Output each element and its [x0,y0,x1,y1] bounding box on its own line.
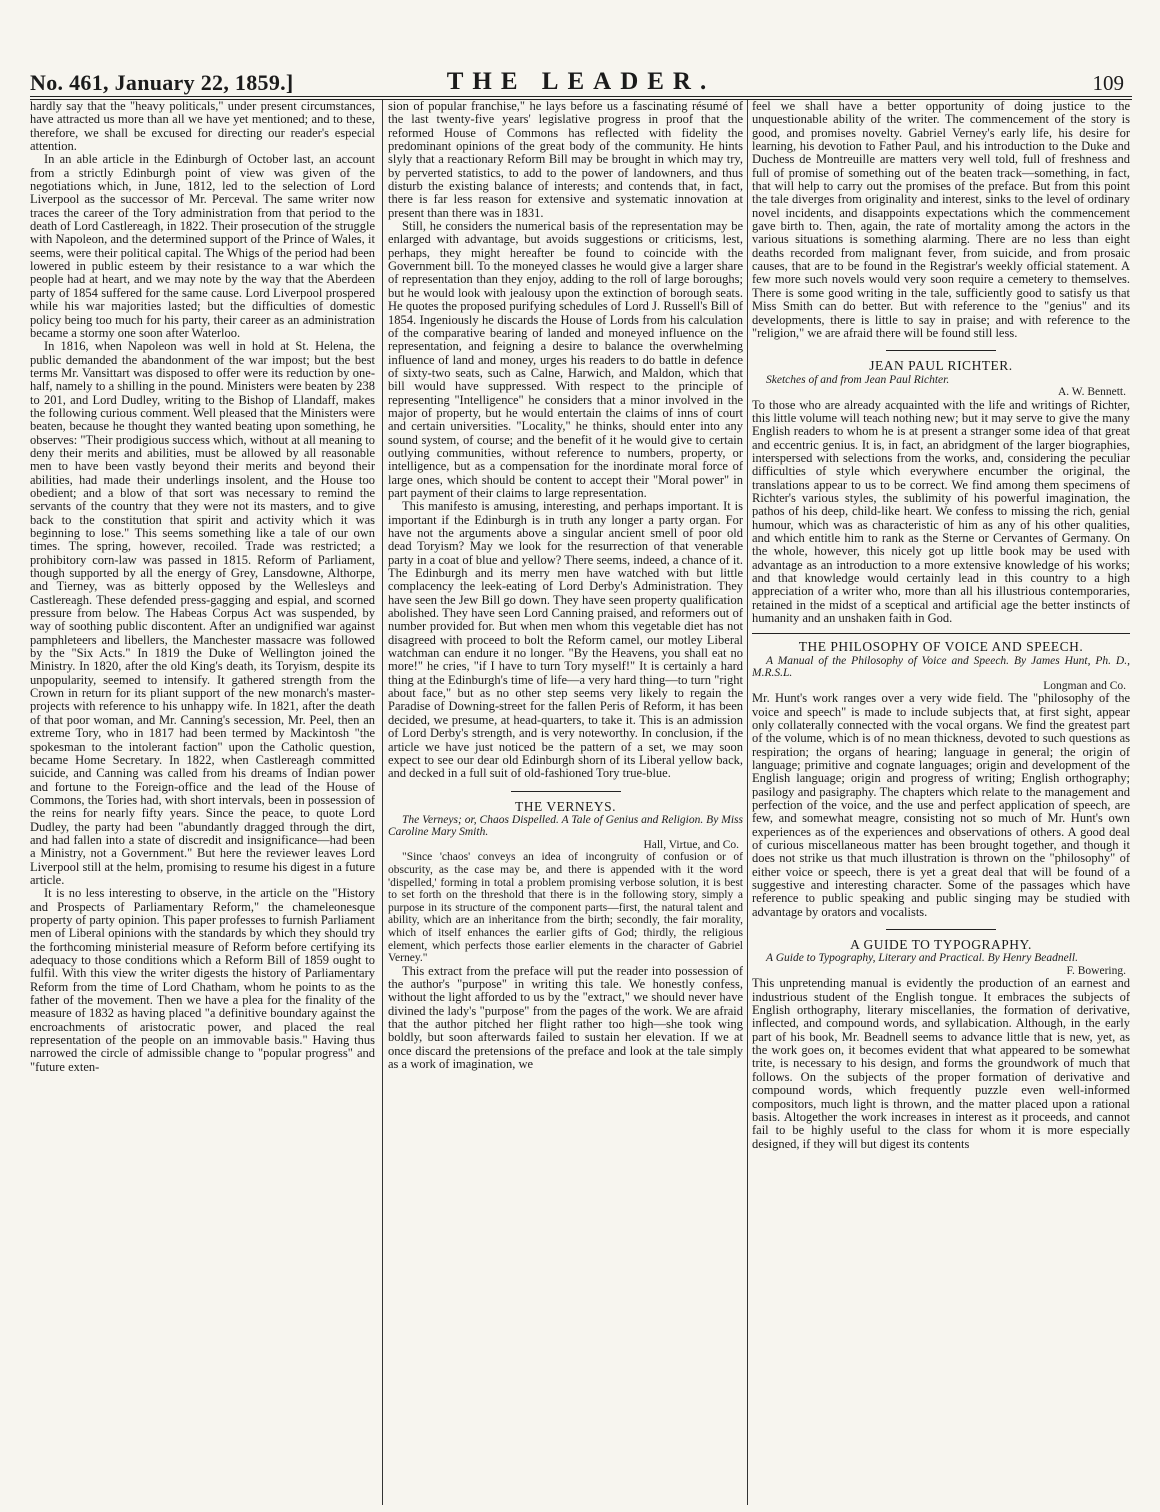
paragraph: Still, he considers the numerical basis of the representation may be enlarged with advantage, but avoids suggestions or criticisms, lest, perhaps, they might hereafter be found to coincide with the Government bill. To the moneyed classes he would give a larger share of representation than they enjoy, adding to the roll of large boroughs; but he would look with jealousy upon the extinction of borough seats. He quotes the proposed purifying schedules of Lord J. Russell's Bill of 1854. Ingeniously he discards the House of Lords from his calculation of the comparative bearing of landed and moneyed influence on the representation, and feigning a desire to balance the overwhelming influence of land and money, urges his readers to do battle in defence of sixty-two seats, such as Calne, Harwich, and Maldon, which that bill would have suppressed. With respect to the principle of representing "Intelligence" he considers that a minor involved in the major of property, but he would entertain the claims of inns of court and certain universities. "Locality," he thinks, should enter into any sound system, of course; and the benefit of it he would give to certain outlying communities, without reference to numbers, property, or intelligence, but as a compensation for the inordinate moral force of large ones, which should be content to accept their "Moral power" in part payment of their claims to large representation. [388,219,743,500]
section-title-verneys: THE VERNEYS. [514,798,616,814]
column-1 [30,100,375,1505]
page-header [30,68,1132,98]
paragraph: It is no less interesting to observe, in the article on the "History and Prospects of Parliamentary Reform," the chameleonesque property of party opinion. This paper professes to furnish Parliament men of Liberal opinions with the standards by which they should try the forthcoming ministerial measure of Reform before certifying its adequacy to those conditions which a Reform Bill of 1859 ought to fulfil. With this view the writer digests the history of Parliamentary Reform from the time of Lord Chatham, whom he points to as the father of the movement. Then we have a plea for the finality of the measure of 1832 as having placed "a definitive boundary against the encroachments of aristocratic power, and placed the real representation of the people on an immovable basis." Having thus narrowed the circle of admissible change to "popular progress" and "future exten- [30,886,375,1074]
section-divider [511,791,621,792]
paragraph: In 1816, when Napoleon was well in hold at St. Helena, the public demanded the abandonment of the war impost; but the best terms Mr. Vansittart was disposed to offer were its reduction by one-half, namely to a shilling in the pound. Ministers were beaten by 238 to 201, and Lord Dudley, writing to the Bishop of Llandaff, makes the following curious comment. Well pleased that the Ministers were beaten, because he thought they wanted beating upon something, he observes: "Their prodigious success which, without at all meaning to deny their merits and abilities, must be allowed by all reasonable men to have been vastly beyond their merits and beyond their abilities, had made their underlings insolent, and the House too obedient; and a blow of that sort was necessary to remind the servants of the country that they were not its masters, and to give back to the constitution that spirit and activity which it was beginning to lose." This seems something like a tale of our own times. The spring, however, recoiled. Trade was restricted; a prohibitory corn-law was passed in 1815. Reform of Parliament, though supported by all the energy of Grey, Lansdowne, Althorpe, and Tierney, was as bitterly opposed by the Wellesleys and Castlereagh. These defended press-gagging and espial, and scorned pressure from below. The Habeas Corpus Act was suspended, by way of soothing public discontent. After an undignified war against pamphleteers and libellers, the Manchester massacre was followed by the "Six Acts." In 1819 the Duke of Wellington joined the Ministry. In 1820, after the old King's death, its Toryism, despite its unpopularity, seemed to intensify. It gathered strength from the Crown in return for its pliant support of the new monarch's master-projects with reference to his unhappy wife. In 1821, after the death of that poor woman, and Mr. Canning's secession, Mr. Peel, then an extreme Tory, who in 1817 had been termed by Mackintosh "the spokesman to the intolerant faction" upon the Catholic question, became Home Secretary. In 1822, when Castlereagh committed suicide, and Canning was called from his dreams of Indian power and fortune to the Foreign-office and the lead of the House of Commons, the Tories had, with short intervals, been in possession of the reins for nearly fifty years. Since the peace, to quote Lord Dudley, the party had been "abundantly dragged through the dirt, and had fallen into a state of discredit and insignificance—had been a Ministry, not a Government." But here the reviewer leaves Lord Liverpool still at the helm, promising to resume his digest in a future article. [30,339,375,887]
publisher: A. W. Bennett. [1057,386,1126,399]
section-title-richter: JEAN PAUL RICHTER. [869,358,1013,374]
column-2 [388,100,743,1505]
column-3 [752,100,1130,1505]
book-citation: A Guide to Typography, Literary and Practical. By Henry Beadnell. [766,952,1078,965]
section-divider [886,929,996,930]
paragraph: This extract from the preface will put the reader into possession of the author's "purpose" in writing this tale. We honestly confess, without the light afforded to us by the "extract," we should never have divined the lady's "purpose" from the pages of the work. We are afraid that the author pitched her flight rather too high—she took wing boldly, but soon afterwards failed to sustain her elevation. If we at once discard the pretensions of the preface and look at the tale simply as a work of imagination, we [388,963,743,1072]
issue-date: No. 461, January 22, 1859.] [30,70,294,95]
paragraph: feel we shall have a better opportunity of doing justice to the unquestionable ability of the writer. The commencement of the story is good, and promises novelty. Gabriel Verney's early life, his desire for learning, his devotion to Father Paul, and his introduction to the Duke and Duchess de Montreuille are matters very well told, full of freshness and full of promise of something out of the beaten track—something, in fact, that will help to carry out the promises of the preface. But from this point the tale diverges from originality and interest, sinks to the level of ordinary novel incidents, and disappoints expectations which the commencement gave birth to. Then, again, the rate of mortality among the actors in the various situations is something alarming. There are no less than eight deaths recorded from malignant fever, from suicide, and from prosaic causes, that are to be found in the Registrar's weekly official statement. A few more such novels would very soon require a cemetery to themselves. There is some good writing in the tale, sufficiently good to satisfy us that Miss Smith can do better. But with reference to the "genius" and its developments, there is little to say in praise; and with reference to the "religion," we are afraid there will be found still less. [752,100,1130,340]
block-quote: "Since 'chaos' conveys an idea of incongruity of confusion or of obscurity, as the case may be, and there is appended with it the word 'dispelled,' forming in total a problem promising verbose solution, it is best to set forth on the threshold that there is in the following story, simply a purpose in its structure of the component parts—first, the natural talent and ability, which are an inheritance from the birth; secondly, the fair morality, which of itself enhances the earlier gifts of God; thirdly, the religious element, which perfects those earlier elements in the character of Gabriel Verney." [388,851,743,965]
paragraph: This manifesto is amusing, interesting, and perhaps important. It is important if the Edinburgh is in truth any longer a party organ. For have not the arguments above a singular ancient smell of poor old dead Toryism? May we look for the resurrection of that venerable party in a coat of blue and yellow? There seems, indeed, a chance of it. The Edinburgh and its merry men have watched with but little complacency the leek-eating of Lord Derby's Administration. They have seen the Jew Bill go down. They have seen property qualification abolished. They have seen Lord Canning praised, and reformers out of number provided for. But when men whom this vegetable diet has not disagreed with proceed to bolt the Reform camel, our motley Liberal watchman can endure it no longer. "By the Heavens, you shall eat no more!" he cries, "if I have to turn Tory myself!" It is certainly a hard thing at the Edinburgh's time of life—a very hard thing—to turn "right about face," but as no other step seems very likely to regain the Paradise of Downing-street for the fallen Peris of Reform, it has been decided, we presume, at head-quarters, to take it. This is an admission of Lord Derby's strength, and is very noteworthy. In conclusion, if the article we have just noticed be the pattern of a set, we may soon expect to see our dear old Edinburgh shorn of its Liberal yellow back, and decked in a full suit of old-fashioned Tory true-blue. [388,499,743,781]
section-title-voice: THE PHILOSOPHY OF VOICE AND SPEECH. [798,639,1084,655]
header-rule [30,96,1132,97]
column-divider [747,100,748,1505]
publisher: Longman and Co. [1043,679,1126,692]
book-citation: Sketches of and from Jean Paul Richter. [766,373,950,386]
column-divider [382,100,383,1505]
page-number: 109 [1092,71,1124,95]
section-title-typography: A GUIDE TO TYPOGRAPHY. [850,937,1032,953]
book-citation: A Manual of the Philosophy of Voice and Speech. By James Hunt, Ph. D., M.R.S.L. [752,654,1130,680]
paragraph: In an able article in the Edinburgh of October last, an account from a strictly Edinburgh point of view was given of the negotiations which, in June, 1812, led to the selection of Lord Liverpool as the successor of Mr. Perceval. The same writer now traces the career of the Tory administration from that period to the death of Lord Castlereagh, in 1822. Their prosecution of the struggle with Napoleon, and the determined support of the Prince of Wales, it seems, were their political capital. The Whigs of the period had been lowered in public esteem by their resistance to a war which the people had at heart, and we may note by the way that the Aberdeen party of 1854 suffered for the same cause. Lord Liverpool prospered while his war majorities lasted; but the difficulties of domestic policy being too much for his party, their career as an administration became a stormy one soon after Waterloo. [30,152,375,340]
masthead-title: THE LEADER. [446,68,716,95]
paragraph: hardly say that the "heavy politicals," under present circumstances, have attracted us more than all we have yet mentioned; and to these, therefore, we shall be excused for directing our reader's especial attention. [30,100,375,154]
book-citation: The Verneys; or, Chaos Dispelled. A Tale of Genius and Religion. By Miss Caroline Mary Smith. [388,813,743,839]
publisher: Hall, Virtue, and Co. [643,838,739,851]
paragraph: To those who are already acquainted with the life and writings of Richter, this little volume will teach nothing new; but it may serve to give the many English readers to whom he is at present a stranger some idea of that great and eccentric genius. It is, in fact, an abridgment of the larger biographies, interspersed with selections from the works, and, considering the peculiar difficulties of style which everywhere encumber the original, the translations appear to us to be correct. We find among them specimens of Richter's various styles, the sublimity of his powerful imagination, the pathos of his deep, child-like heart. We confess to missing the rich, genial humour, which was as characteristic of him as any of his other qualities, and which entitle him to rank as the Sterne or Cervantes of Germany. On the whole, however, this nicely got up little book may be used with advantage as an introduction to a more extensive knowledge of his works; and that knowledge would certainly lead in this country to a high appreciation of a writer who, more than all his illustrious contemporaries, retained in the midst of a sceptical and artificial age the better instincts of humanity and an unshaken faith in God. [752,397,1130,626]
paragraph: sion of popular franchise," he lays before us a fascinating résumé of the last twenty-five years' legislative progress in proof that the reformed House of Commons has reflected with fidelity the predominant opinions of the great body of the community. He hints slyly that a reactionary Reform Bill may be brought in which may try, by perverted statistics, to add to the power of landowners, and thus disturb the existing balance of interests; and contends that, in fact, there is far less reason for extensive and systematic innovation at present than there was in 1831. [388,100,743,220]
paragraph: Mr. Hunt's work ranges over a very wide field. The "philosophy of the voice and speech" is made to include subjects that, at first sight, appear only collaterally connected with the vocal organs. We find the greatest part of the volume, which is of no mean thickness, devoted to such questions as respiration; the organs of hearing; language in general; the origin of language; primitive and cognate languages; origin and development of the English language; origin and progress of writing; English orthography; pasilogy and pasigraphy. The chapters which relate to the management and perfection of the voice, and the use and perfect application of speech, are few, and somewhat meagre, consisting not so much of Mr. Hunt's own experiences as of the experiences and observations of others. A good deal of curious miscellaneous matter has been brought together, and though it does not strike us that much illustration is thrown on the "philosophy" of either voice or speech, there is yet a great deal that will be found of a suggestive and interesting character. Some of the passages which have reference to public speaking and public singing may be studied with advantage by orators and vocalists. [752,691,1130,919]
paragraph: This unpretending manual is evidently the production of an earnest and industrious student of the English tongue. It embraces the subjects of English orthography, literary miscellanies, the formation of derivative, inflected, and compound words, and syllabication. Although, in the early part of his book, Mr. Beadnell seems to advance little that is new, yet, as the work goes on, it becomes evident that what appeared to be somewhat trite, is necessary to his design, and forms the groundwork of much that follows. On the subjects of the proper formation of derivative and compound words, which frequently puzzle even well-informed compositors, much light is thrown, and the matter placed upon a rational basis. Altogether the work increases in interest as it proceeds, and cannot fail to be highly useful to the class for whom it is more especially designed, if they will but digest its contents [752,976,1130,1151]
publisher: F. Bowering. [1066,964,1126,977]
section-divider [886,350,996,351]
section-divider [752,633,1130,634]
